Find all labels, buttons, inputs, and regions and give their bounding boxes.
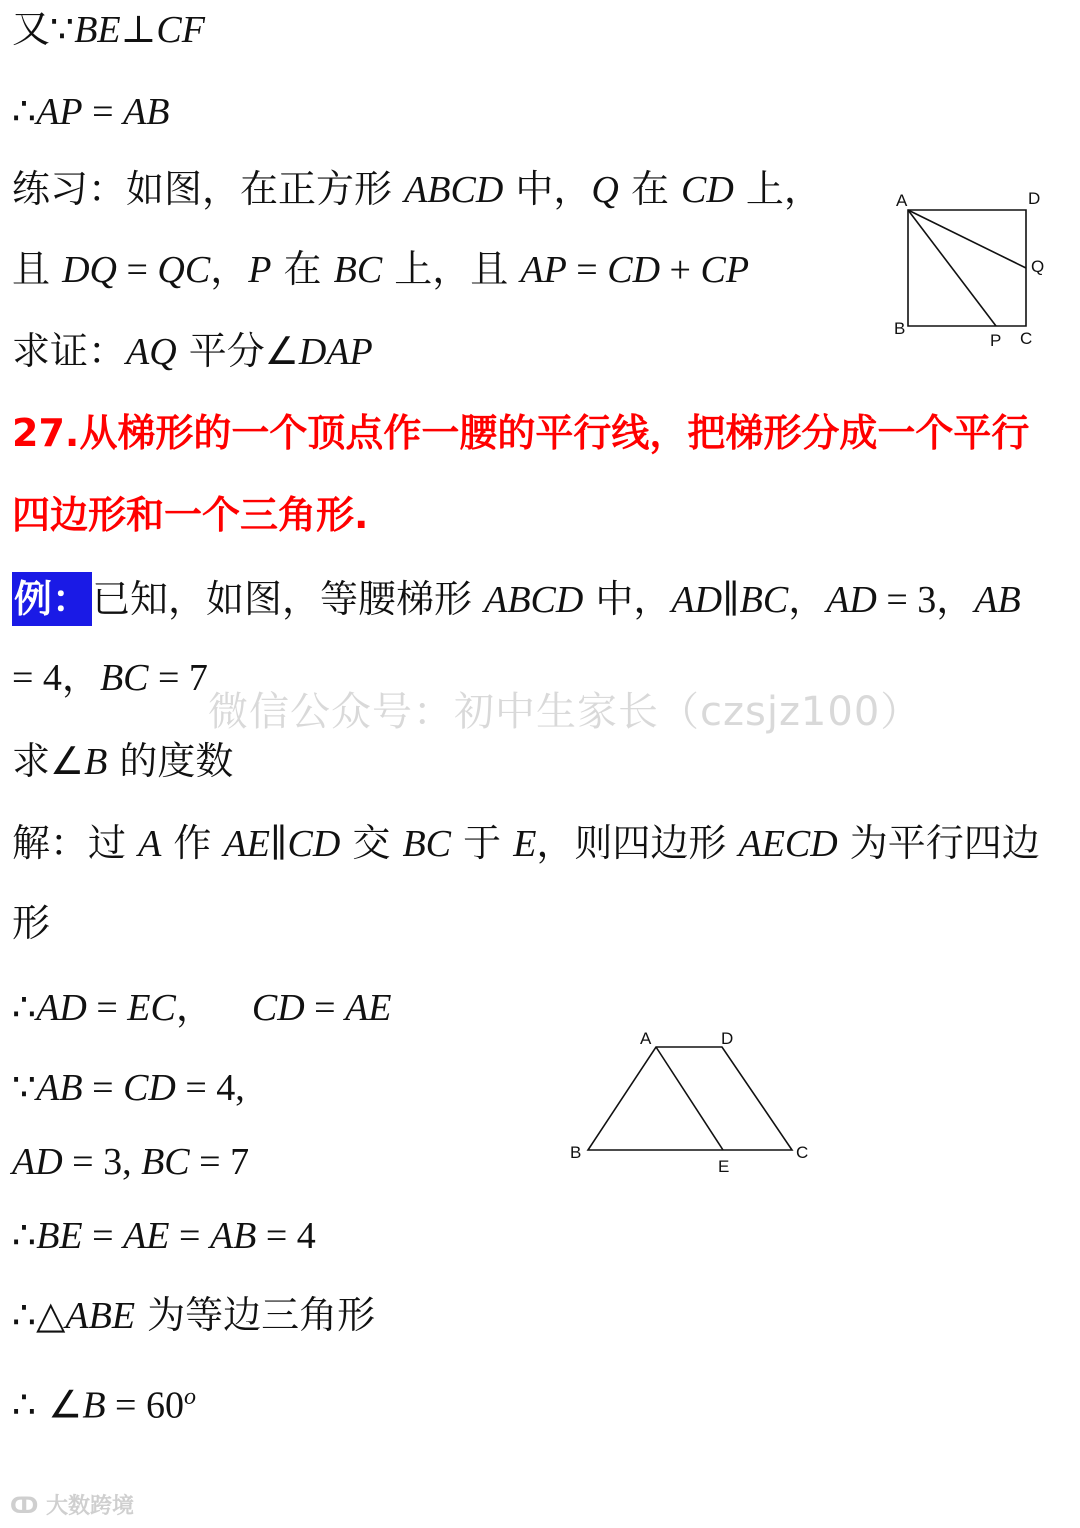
therefore-angle-symbol: ∴ ∠	[12, 1382, 83, 1427]
math: P	[248, 249, 272, 291]
math: AP	[520, 249, 567, 291]
math-symbol: ∥	[269, 823, 288, 865]
math: AB	[123, 91, 170, 133]
math: AE	[123, 1215, 170, 1257]
math: B	[82, 1384, 106, 1427]
math-text: = 4，	[12, 657, 100, 699]
math-symbol: =	[82, 1215, 124, 1257]
math-text: = 7	[189, 1141, 250, 1183]
text: 中，	[583, 577, 672, 621]
square-figure	[880, 186, 1060, 356]
math: BC	[739, 579, 789, 621]
segment-aq	[908, 210, 1026, 268]
math-symbol: =	[86, 987, 128, 1029]
text: 交	[340, 821, 403, 865]
math: AECD	[738, 823, 838, 865]
math-symbol: +	[660, 249, 701, 291]
section-heading-line-1: 27.从梯形的一个顶点作一腰的平行线，把梯形分成一个平行	[12, 411, 1030, 455]
math-symbol: ∥	[722, 579, 740, 621]
text: ，	[788, 577, 827, 621]
math: BC	[141, 1141, 190, 1183]
math: AD	[671, 579, 723, 621]
math-symbol: =	[82, 1067, 124, 1109]
vertex-label-a: A	[640, 1029, 652, 1048]
math: DAP	[298, 331, 373, 373]
math-symbol: ⊥	[120, 9, 157, 51]
trapezoid-figure	[560, 1020, 820, 1180]
logo-icon: ↀ	[10, 1494, 47, 1519]
math-symbol: =	[169, 1215, 210, 1257]
math: AE	[345, 987, 392, 1029]
segment-ap	[908, 210, 996, 326]
math: CD	[287, 823, 341, 865]
section-heading-line-2: 四边形和一个三角形.	[12, 493, 369, 537]
square-outline	[908, 210, 1026, 326]
text: 作	[161, 821, 224, 865]
math: AQ	[126, 331, 177, 373]
math: BE	[74, 9, 121, 51]
vertex-label-c: C	[796, 1143, 809, 1162]
vertex-label-p: P	[990, 331, 1002, 350]
math-text: = 7	[148, 657, 208, 699]
text: 上，且	[382, 247, 521, 291]
math: BC	[402, 823, 452, 865]
math: ABCD	[404, 169, 504, 211]
solution-line-4	[12, 1138, 249, 1185]
math-symbol: =	[566, 249, 608, 291]
segment-ae	[656, 1047, 723, 1150]
text: 为等边三角形	[135, 1293, 376, 1337]
therefore-triangle-symbol: ∴△	[12, 1293, 66, 1337]
text: 求证：	[12, 329, 127, 373]
math-text: ，	[175, 987, 252, 1029]
math: AD	[36, 987, 87, 1029]
text: ，	[210, 247, 249, 291]
math: AP	[36, 91, 83, 133]
question-line	[12, 738, 233, 785]
math: BE	[36, 1215, 83, 1257]
math: BC	[99, 657, 149, 699]
text: 解：过	[12, 821, 139, 865]
math: CF	[156, 9, 205, 51]
math: AB	[36, 1067, 83, 1109]
text: 上，	[733, 167, 822, 211]
text: 的度数	[107, 739, 234, 783]
vertex-label-q: Q	[1031, 257, 1045, 276]
solution-line-3	[12, 1064, 245, 1111]
text: 又∵	[12, 7, 75, 51]
solution-line-2	[12, 984, 392, 1031]
text: 为平行四边	[837, 821, 1040, 865]
math: E	[513, 823, 537, 865]
vertex-label-b: B	[570, 1143, 582, 1162]
math: Q	[591, 169, 619, 211]
math-text: = 3,	[62, 1141, 142, 1183]
proof-line-ap-ab	[12, 88, 170, 135]
solution-line-6	[12, 1292, 375, 1339]
math: AB	[974, 579, 1021, 621]
math: CD	[251, 987, 305, 1029]
exercise-line-2	[12, 246, 749, 293]
math: AE	[223, 823, 270, 865]
exercise-line-1	[12, 166, 822, 213]
math: AD	[826, 579, 877, 621]
exercise-line-3	[12, 328, 373, 375]
example-line	[12, 572, 1021, 626]
text: 已知，如图，等腰梯形	[92, 577, 485, 621]
degree-superscript: o	[183, 1384, 196, 1410]
math: QC	[157, 249, 211, 291]
because-symbol: ∵	[12, 1065, 37, 1109]
text: 于	[451, 821, 514, 865]
math: A	[138, 823, 162, 865]
proof-line-perpendicular	[12, 6, 205, 53]
text: ，则四边形	[536, 821, 739, 865]
therefore-symbol: ∴	[12, 89, 37, 133]
math-text: = 60	[105, 1384, 184, 1427]
vertex-label-d: D	[1028, 189, 1041, 208]
therefore-symbol: ∴	[12, 985, 37, 1029]
text: 练习：如图，在正方形	[12, 167, 405, 211]
math-symbol: =	[116, 249, 158, 291]
math: CD	[681, 169, 734, 211]
vertex-label-b: B	[894, 319, 906, 338]
solution-line-1-cont: 形	[12, 901, 51, 945]
math: BC	[333, 249, 383, 291]
text: 中，	[503, 167, 592, 211]
text: 在	[271, 247, 334, 291]
math: AD	[12, 1141, 63, 1183]
example-line-cont	[12, 654, 208, 701]
math-symbol: =	[82, 91, 124, 133]
footer-logo-text: 大数跨境	[46, 1494, 135, 1519]
vertex-label-c: C	[1020, 329, 1033, 348]
vertex-label-a: A	[896, 191, 908, 210]
text: 在	[618, 167, 682, 211]
therefore-symbol: ∴	[12, 1213, 37, 1257]
footer-logo	[10, 1489, 134, 1520]
math: DQ	[62, 249, 117, 291]
math-symbol: =	[304, 987, 346, 1029]
math: EC	[127, 987, 176, 1029]
math: CD	[607, 249, 661, 291]
text: 且	[12, 247, 63, 291]
text: 求∠	[12, 739, 85, 783]
vertex-label-d: D	[721, 1029, 734, 1048]
math: ABCD	[484, 579, 584, 621]
math: B	[84, 741, 108, 783]
math-text: = 4,	[175, 1067, 245, 1109]
example-badge: 例：	[12, 572, 92, 626]
solution-line-5	[12, 1212, 316, 1259]
math-text: = 3，	[876, 579, 975, 621]
math: ABE	[65, 1295, 136, 1337]
solution-line-1	[12, 820, 1040, 867]
math: CD	[123, 1067, 176, 1109]
math-text: = 4	[256, 1215, 316, 1257]
text: 平分∠	[176, 329, 299, 373]
math: CP	[700, 249, 750, 291]
solution-line-7	[12, 1374, 196, 1429]
math: AB	[209, 1215, 257, 1257]
watermark: 微信公众号：初中生家长（czsjz100）	[208, 689, 922, 735]
vertex-label-e: E	[718, 1157, 730, 1176]
